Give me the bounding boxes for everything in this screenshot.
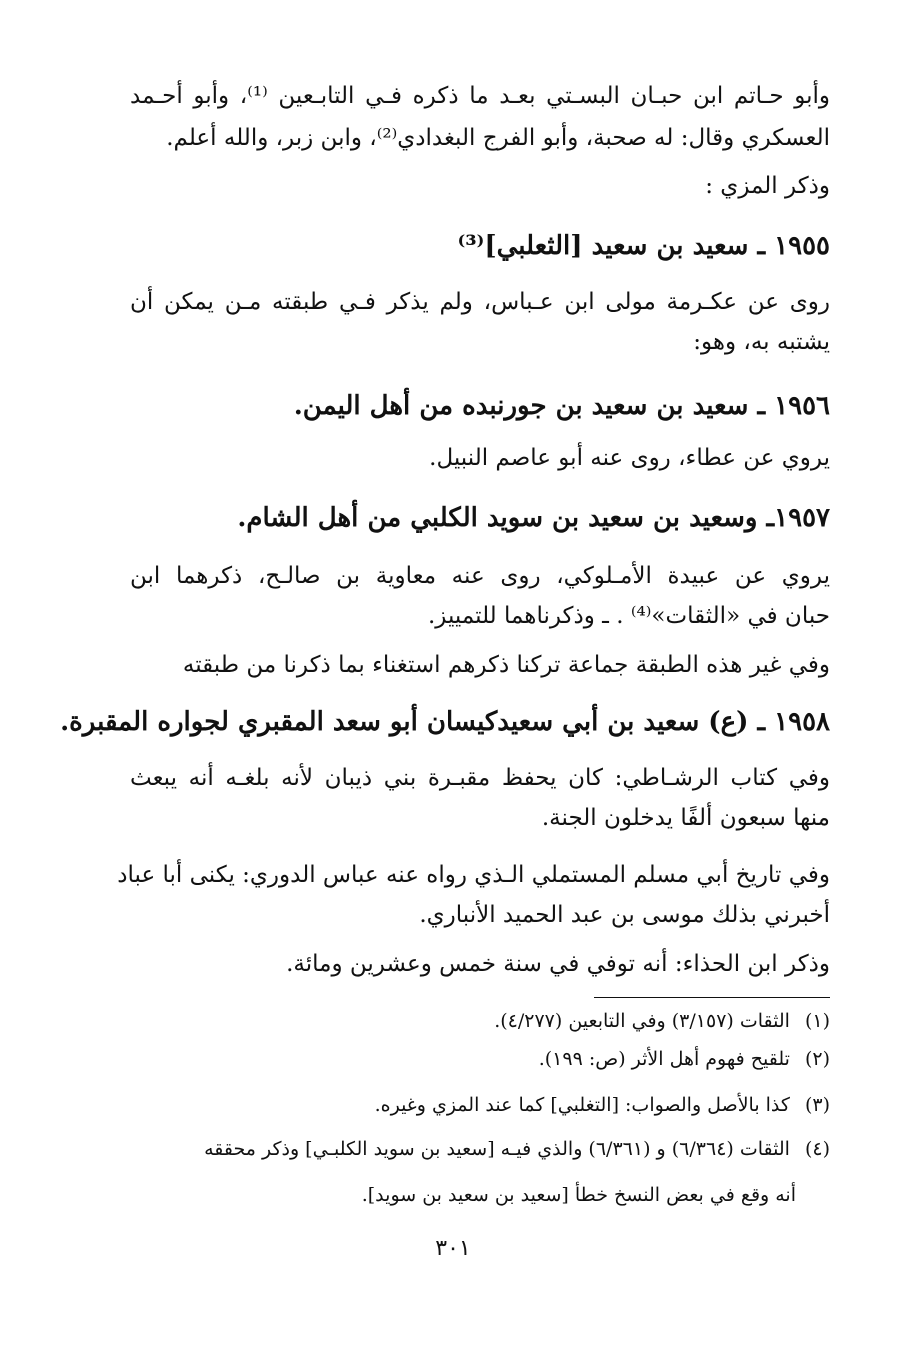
footnote-continuation: أنه وقع في بعض النسخ خطأ [سعيد بن سعيد بن سويد]. [361, 1184, 796, 1206]
body-line: يروي عن عطاء، روى عنه أبو عاصم النبيل. [429, 445, 830, 471]
body-line: وذكر ابن الحذاء: أنه توفي في سنة خمس وعشرين ومائة. [286, 951, 830, 977]
entry-heading-1957: ١٩٥٧ـ وسعيد بن سعيد بن سويد الكلبي من أهل الشام. [237, 503, 830, 533]
body-line: يروي عن عبيدة الأمـلوكي، روى عنه معاوية بن صالـح، ذكرهما ابن [130, 563, 830, 589]
body-line: حبان في «الثقات»⁽⁴⁾ . ـ وذكرناهما للتمييز. [427, 603, 830, 629]
footnote-text: تلقيح فهوم أهل الأثر (ص: ١٩٩). [538, 1048, 790, 1070]
footnote-number: (٢) [804, 1048, 830, 1070]
footnote-number: (٤) [804, 1138, 830, 1160]
body-line: وفي تاريخ أبي مسلم المستملي الـذي رواه عنه عباس الدوري: يكنى أبا عباد [117, 862, 830, 888]
footnote [130, 1004, 830, 1038]
footnote-text: كذا بالأصل والصواب: [التغلبي] كما عند المزي وغيره. [374, 1094, 790, 1116]
entry-heading-1955: ١٩٥٥ ـ سعيد بن سعيد [الثعلبي]⁽³⁾ [457, 231, 830, 261]
footnote-text: الثقات (٦/٣٦٤) و (٦/٣٦١) والذي فيـه [سعيد بن سويد الكلبـي] وذكر محققه [204, 1138, 790, 1160]
footnote-number: (١) [804, 1010, 830, 1032]
footnote [130, 1132, 830, 1166]
body-line: روى عن عكـرمة مولى ابن عـباس، ولم يذكر فـي طبقته مـن يمكن أن [130, 289, 830, 315]
body-line: العسكري وقال: له صحبة، وأبو الفرج البغدادي⁽²⁾، وابن زبر، والله أعلم. [166, 125, 830, 151]
footnote-number: (٣) [804, 1094, 830, 1116]
entry-heading-1956: ١٩٥٦ ـ سعيد بن سعيد بن جورنبده من أهل اليمن. [293, 391, 830, 421]
footnote [130, 1042, 830, 1076]
footnote-separator [594, 997, 830, 998]
body-line: وذكر المزي : [705, 173, 830, 199]
footnote-text: الثقات (٣/١٥٧) وفي التابعين (٤/٢٧٧). [494, 1010, 790, 1032]
footnote [130, 1088, 830, 1122]
body-line: وفي كتاب الرشـاطي: كان يحفظ مقبـرة بني ذيبان لأنه بلغـه أنه يبعث [130, 765, 830, 791]
entry-heading-1958: ١٩٥٨ ـ (ع) سعيد بن أبي سعيدكيسان أبو سعد المقبري لجواره المقبرة. [60, 707, 830, 737]
body-line: وأبو حـاتم ابن حبـان البسـتي بعـد ما ذكره فـي التابـعين ⁽¹⁾، وأبو أحـمد [130, 83, 830, 109]
body-line: أخبرني بذلك موسى بن عبد الحميد الأنباري. [419, 902, 830, 928]
page-number: ٣٠١ [435, 1236, 471, 1261]
body-line: يشتبه به، وهو: [693, 329, 830, 355]
body-line: منها سبعون ألفًا يدخلون الجنة. [541, 805, 830, 831]
body-line: وفي غير هذه الطبقة جماعة تركنا ذكرهم استغناء بما ذكرنا من طبقته [182, 652, 830, 678]
